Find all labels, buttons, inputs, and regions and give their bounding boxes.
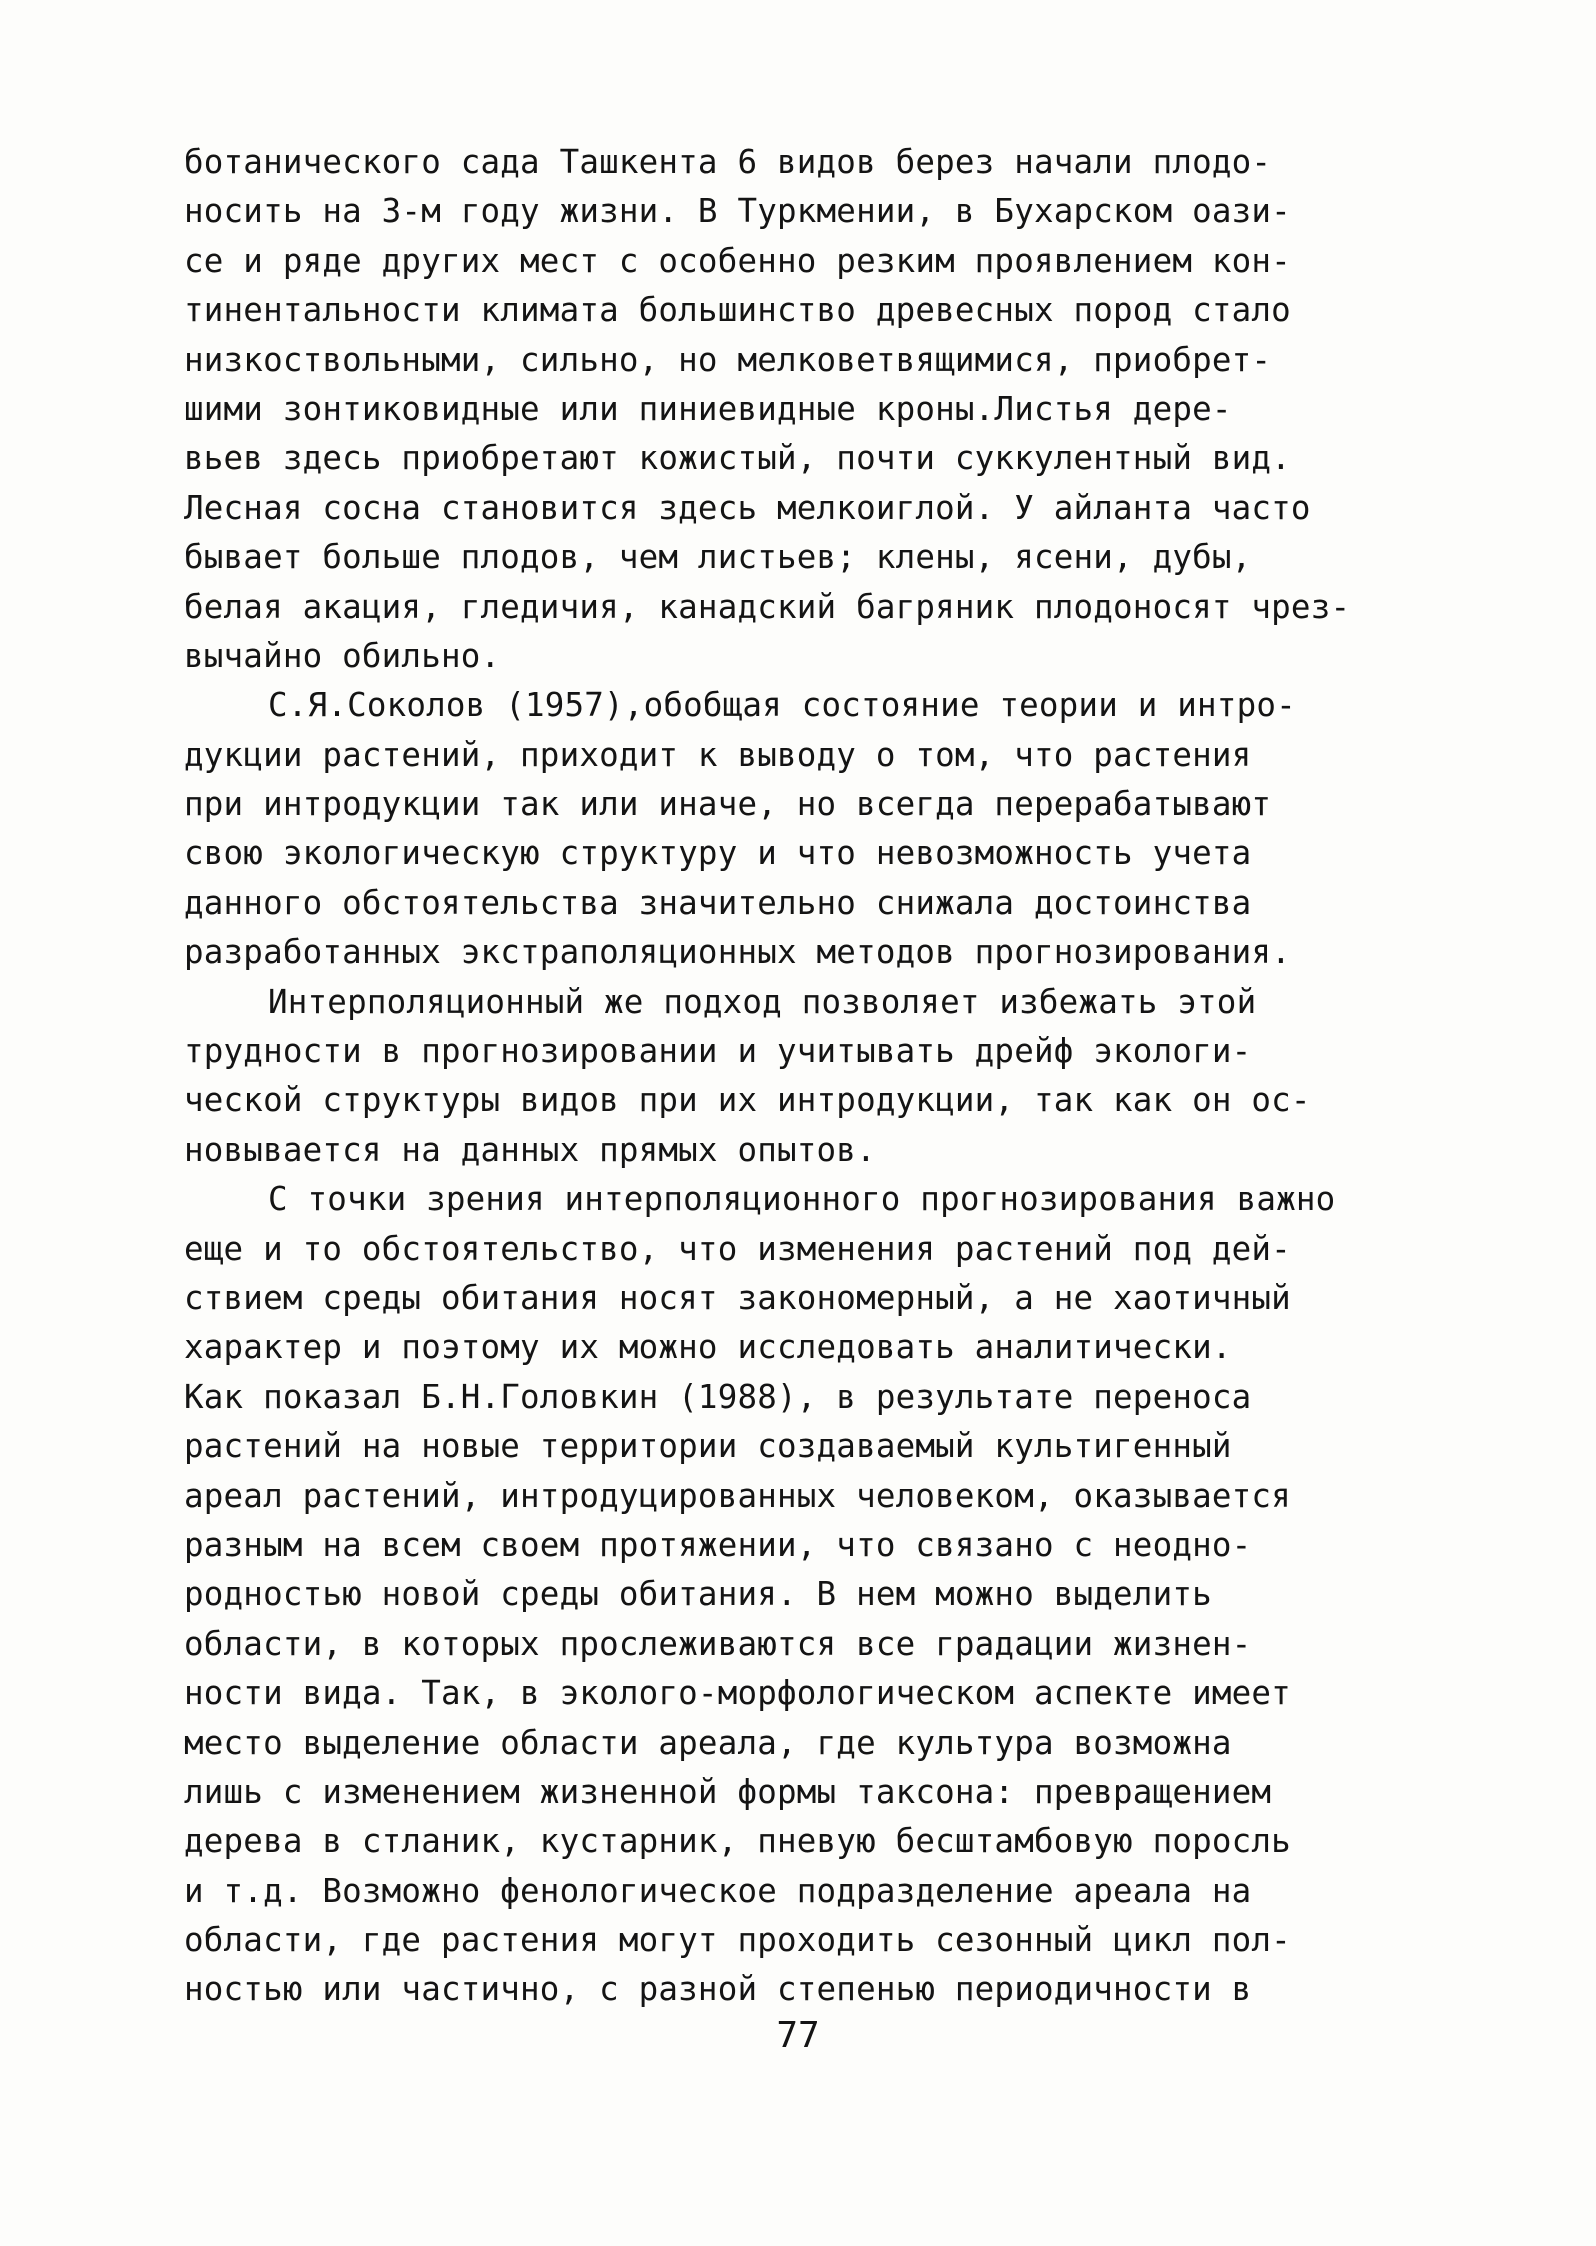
- paragraph-start-line: С точки зрения интерполяционного прогнозирования важно: [268, 1180, 1336, 1219]
- text-line: дукции растений, приходит к выводу о том, что растения: [184, 735, 1252, 774]
- text-line: родностью новой среды обитания. В нем можно выделить: [184, 1575, 1212, 1614]
- text-line: ботанического сада Ташкента 6 видов берез начали плодо-: [184, 143, 1272, 181]
- text-line: ствием среды обитания носят закономерный, а не хаотичный: [184, 1278, 1291, 1317]
- text-line: низкоствольными, сильно, но мелковетвящимися, приобрет-: [184, 340, 1272, 379]
- text-line: дерева в стланик, кустарник, пневую бесштамбовую поросль: [184, 1822, 1291, 1861]
- text-line: шими зонтиковидные или пиниевидные кроны.Листья дере-: [184, 389, 1232, 428]
- text-line: се и ряде других мест с особенно резким проявлением кон-: [184, 241, 1291, 280]
- text-line: растений на новые территории создаваемый культигенный: [184, 1427, 1232, 1466]
- text-line: тинентальности климата большинство древесных пород стало: [184, 291, 1291, 330]
- text-line: при интродукции так или иначе, но всегда перерабатывают: [184, 785, 1272, 824]
- text-line: свою экологическую структуру и что невозможность учета: [184, 834, 1252, 873]
- text-line: ностью или частично, с разной степенью периодичности в: [184, 1970, 1252, 2009]
- text-line: вьев здесь приобретают кожистый, почти суккулентный вид.: [184, 439, 1291, 478]
- paragraph-start-line: Интерполяционный же подход позволяет избежать этой: [268, 982, 1257, 1021]
- text-line: ареал растений, интродуцированных человеком, оказывается: [184, 1476, 1291, 1515]
- text-line: бывает больше плодов, чем листьев; клены, ясени, дубы,: [184, 538, 1252, 577]
- page-number: 77: [776, 2015, 820, 2056]
- text-line: вычайно обильно.: [184, 636, 501, 675]
- text-line: лишь с изменением жизненной формы таксона: превращением: [184, 1772, 1272, 1811]
- text-line: и т.д. Возможно фенологическое подразделение ареала на: [184, 1871, 1252, 1910]
- text-line: характер и поэтому их можно исследовать аналитически.: [184, 1328, 1232, 1367]
- text-line: разным на всем своем протяжении, что связано с неодно-: [184, 1525, 1252, 1564]
- text-line: новывается на данных прямых опытов.: [184, 1130, 876, 1169]
- text-line: области, где растения могут проходить сезонный цикл пол-: [184, 1921, 1291, 1960]
- text-line: разработанных экстраполяционных методов прогнозирования.: [184, 933, 1291, 972]
- text-line: ческой структуры видов при их интродукции, так как он ос-: [184, 1081, 1311, 1120]
- text-line: области, в которых прослеживаются все градации жизнен-: [184, 1624, 1252, 1663]
- text-line: Как показал Б.Н.Головкин (1988), в результате переноса: [184, 1377, 1252, 1416]
- text-line: белая акация, гледичия, канадский багряник плодоносят чрез-: [184, 587, 1351, 626]
- text-line: Лесная сосна становится здесь мелкоиглой. У айланта часто: [184, 488, 1311, 527]
- text-line: трудности в прогнозировании и учитывать дрейф экологи-: [184, 1032, 1252, 1071]
- text-line: данного обстоятельства значительно снижала достоинства: [184, 883, 1252, 922]
- text-line: место выделение области ареала, где культура возможна: [184, 1723, 1232, 1762]
- text-line: ности вида. Так, в эколого-морфологическом аспекте имеет: [184, 1674, 1291, 1713]
- body-text: [184, 138, 1484, 2015]
- text-line: еще и то обстоятельство, что изменения растений под дей-: [184, 1229, 1291, 1268]
- paragraph-start-line: С.Я.Соколов (1957),обобщая состояние теории и интро-: [268, 686, 1296, 725]
- text-line: носить на 3-м году жизни. В Туркмении, в Бухарском оази-: [184, 192, 1291, 231]
